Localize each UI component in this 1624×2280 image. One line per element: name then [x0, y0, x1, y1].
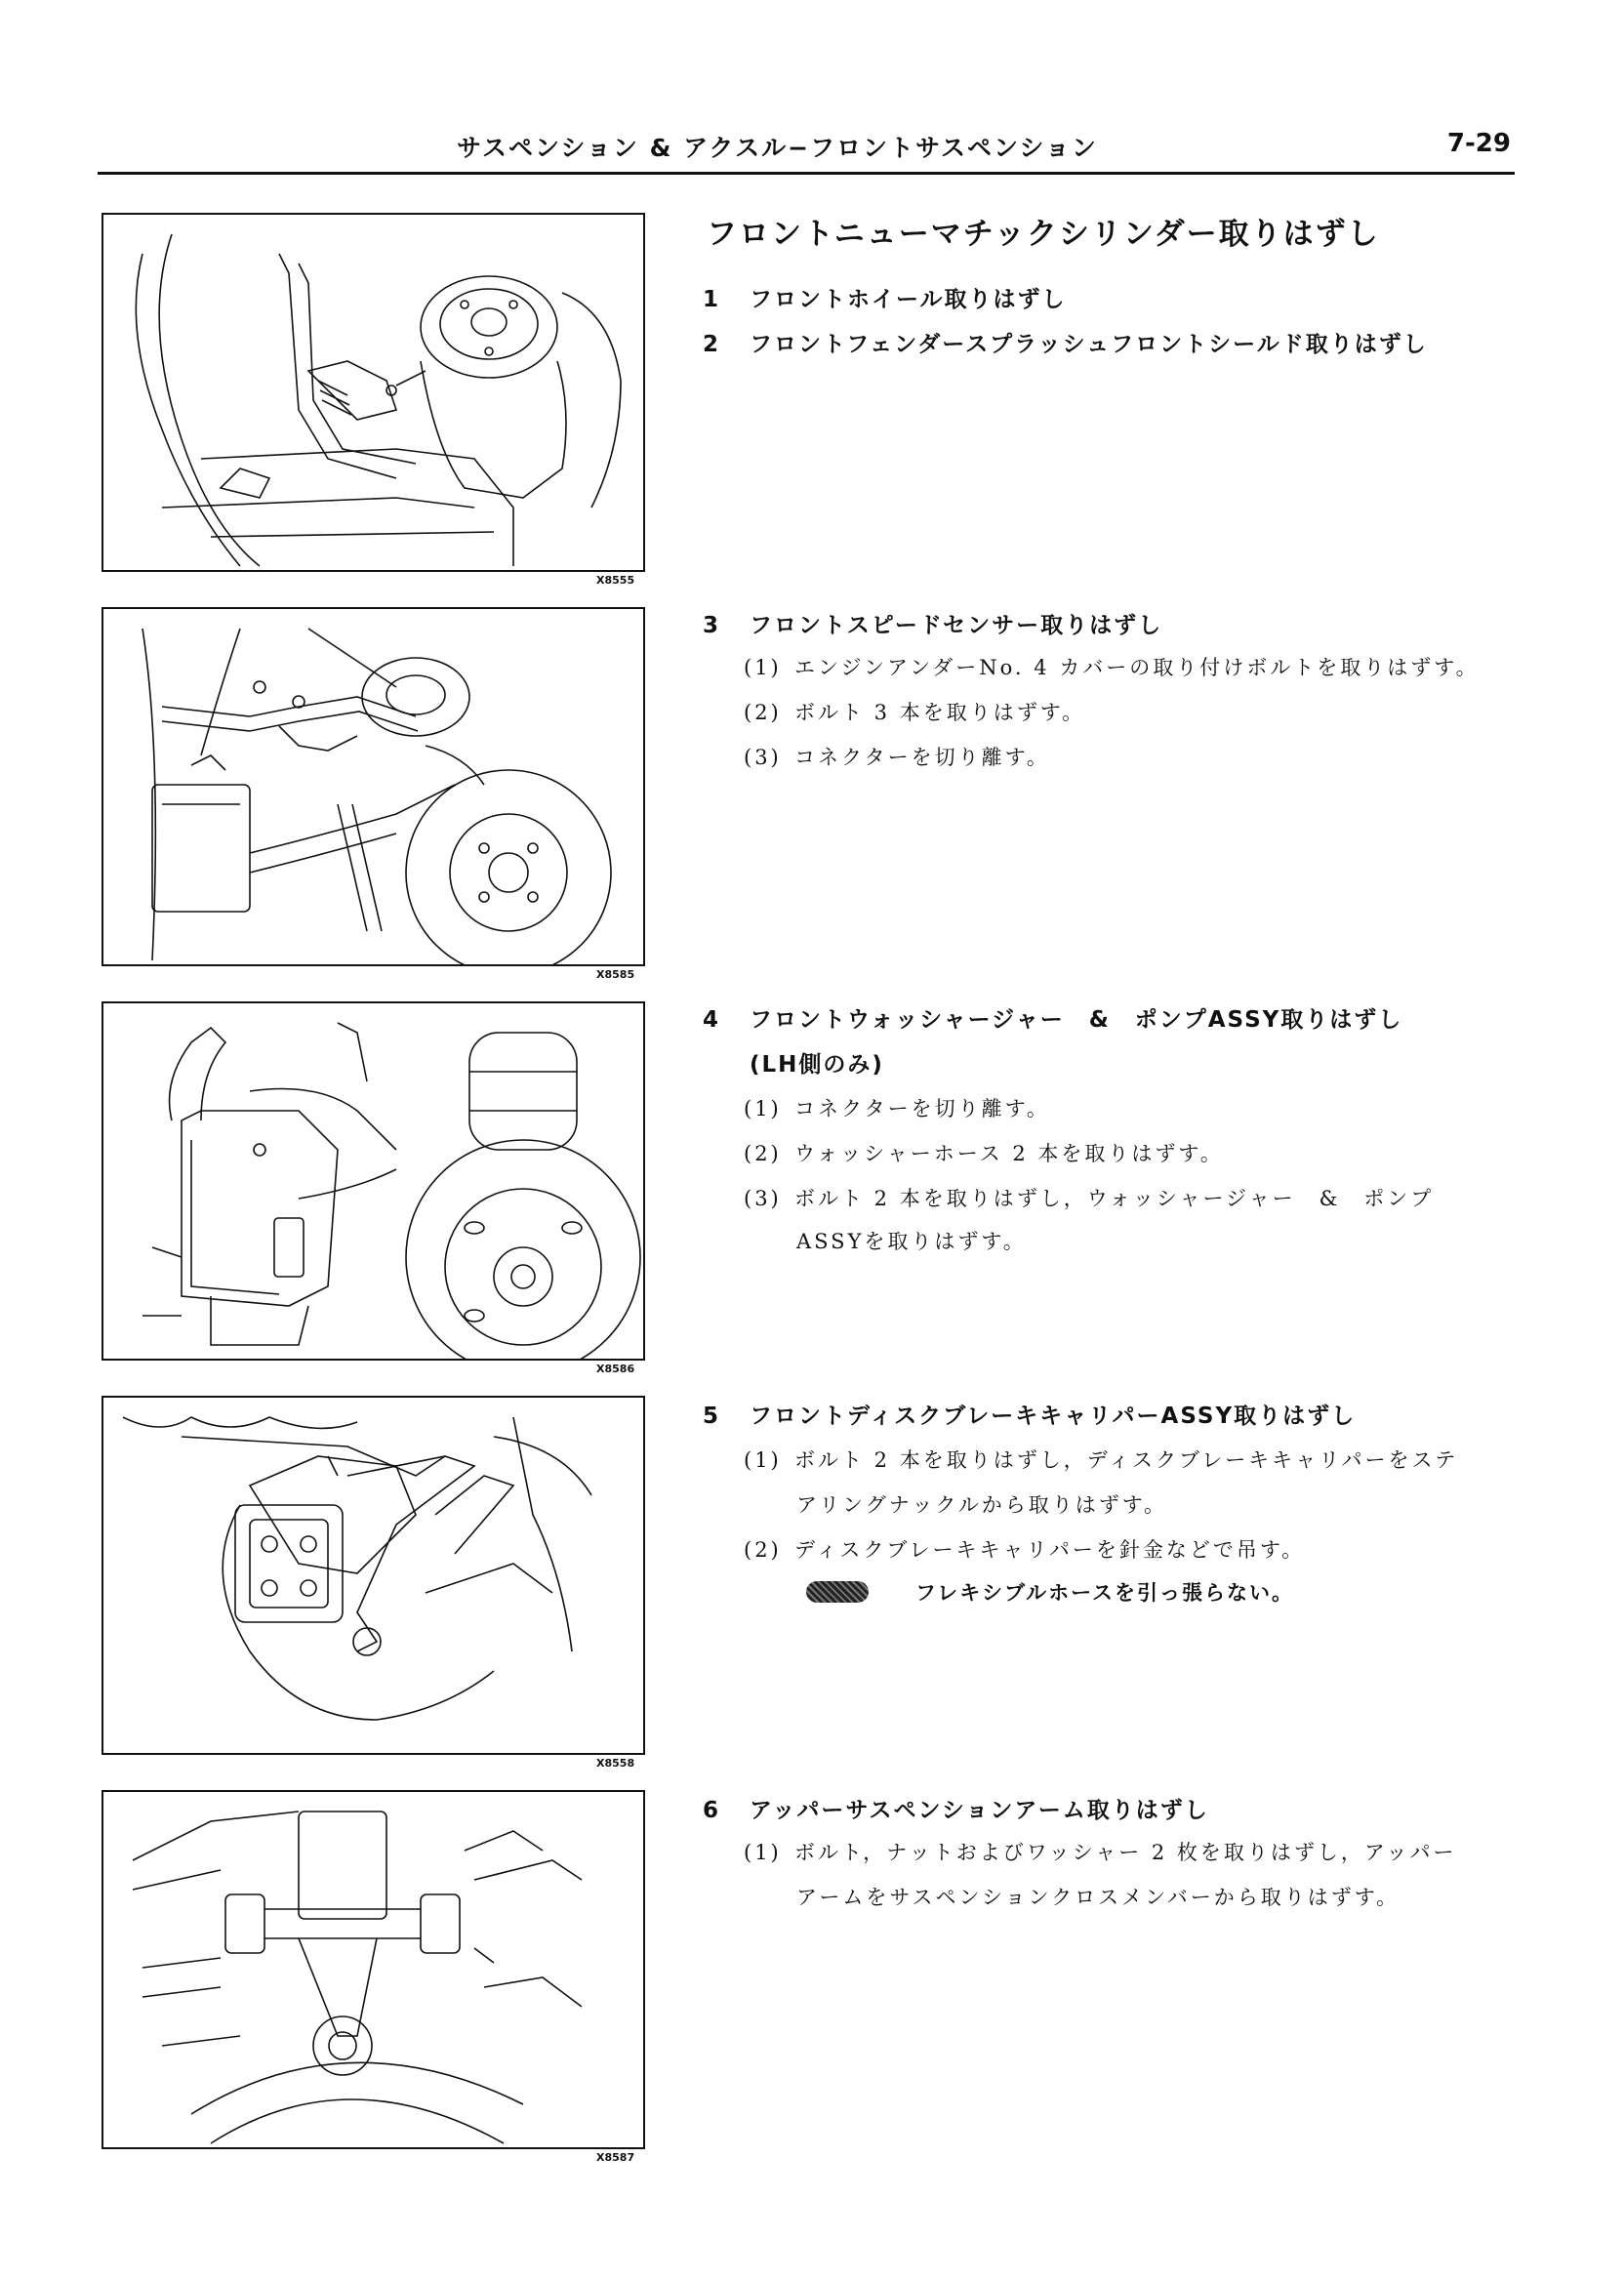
step-title: フロントフェンダースプラッシュフロントシールド取りはずし [750, 332, 1428, 357]
substep-number: (1) [744, 1097, 782, 1120]
step-number: 6 [703, 1798, 721, 1823]
substep-continuation: アリングナックルから取りはずす。 [796, 1493, 1168, 1517]
page-number: 7-29 [1446, 129, 1511, 158]
substep [744, 1093, 1050, 1122]
substep-text: ボルト，ナットおよびワッシャー 2 枚を取りはずし，アッパー [794, 1841, 1457, 1864]
step-1 [703, 281, 1067, 313]
step-number: 2 [703, 332, 721, 357]
figure-code: X8585 [596, 968, 635, 981]
step-number: 4 [703, 1007, 721, 1033]
step-title: フロントスピードセンサー取りはずし [750, 613, 1163, 638]
substep-number: (3) [744, 746, 782, 769]
step-title: アッパーサスペンションアーム取りはずし [750, 1798, 1209, 1823]
section-title: フロントニューマチックシリンダー取りはずし [707, 217, 1380, 252]
figure-washer-jar [102, 1001, 645, 1361]
step-number: 1 [703, 287, 721, 312]
figure-fender-splash-shield [102, 213, 645, 572]
substep-text: エンジンアンダーNo. 4 カバーの取り付けボルトを取りはずす。 [794, 656, 1480, 679]
figure-code: X8555 [596, 574, 635, 587]
substep-number: (2) [744, 1142, 782, 1165]
caution-icon [806, 1581, 869, 1603]
substep [744, 1534, 1305, 1564]
header-rule [98, 172, 1515, 175]
figure-speed-sensor [102, 607, 645, 966]
substep [744, 742, 1050, 771]
substep [744, 697, 1085, 726]
substep-text: ボルト 3 本を取りはずす。 [794, 701, 1086, 724]
step-2 [703, 326, 1428, 358]
step-number: 3 [703, 613, 721, 638]
substep [744, 1138, 1224, 1167]
step-6 [703, 1792, 1209, 1824]
substep [744, 1837, 1456, 1866]
substep [744, 1445, 1458, 1474]
figure-code: X8558 [596, 1757, 635, 1770]
substep-number: (2) [744, 1538, 782, 1562]
substep-continuation: アームをサスペンションクロスメンバーから取りはずす。 [796, 1886, 1401, 1909]
substep-text: ボルト 2 本を取りはずし，ウォッシャージャー & ポンプ [794, 1187, 1435, 1210]
figure-code: X8586 [596, 1363, 635, 1375]
substep-text: コネクターを切り離す。 [794, 746, 1050, 769]
figure-brake-caliper [102, 1396, 645, 1755]
substep [744, 652, 1480, 681]
figure-upper-arm [102, 1790, 645, 2149]
caution-text: フレキシブルホースを引っ張らない。 [915, 1581, 1295, 1605]
substep-number: (1) [744, 1448, 782, 1472]
substep-number: (2) [744, 701, 782, 724]
step-title: フロントディスクブレーキキャリパーASSY取りはずし [750, 1404, 1357, 1429]
substep-text: コネクターを切り離す。 [794, 1097, 1050, 1120]
substep-text: ウォッシャーホース 2 本を取りはずす。 [794, 1142, 1224, 1165]
substep-text: ボルト 2 本を取りはずし，ディスクブレーキキャリパーをステ [794, 1448, 1459, 1472]
header-title: サスペンション & アクスル−フロントサスペンション [457, 134, 1098, 162]
step-3 [703, 607, 1162, 639]
substep-number: (3) [744, 1187, 782, 1210]
substep [744, 1183, 1434, 1212]
step-5 [703, 1398, 1356, 1430]
substep-continuation: ASSYを取りはずす。 [796, 1230, 1027, 1253]
step-4 [703, 1001, 1402, 1034]
caution-note [806, 1577, 1294, 1607]
step-title: フロントウォッシャージャー & ポンプASSY取りはずし [750, 1007, 1403, 1033]
figure-code: X8587 [596, 2151, 635, 2164]
substep-number: (1) [744, 656, 782, 679]
substep-text: ディスクブレーキキャリパーを針金などで吊す。 [794, 1538, 1306, 1562]
step-title-note: (LH側のみ) [750, 1052, 884, 1078]
substep-number: (1) [744, 1841, 782, 1864]
step-title: フロントホイール取りはずし [750, 287, 1067, 312]
step-number: 5 [703, 1404, 721, 1429]
